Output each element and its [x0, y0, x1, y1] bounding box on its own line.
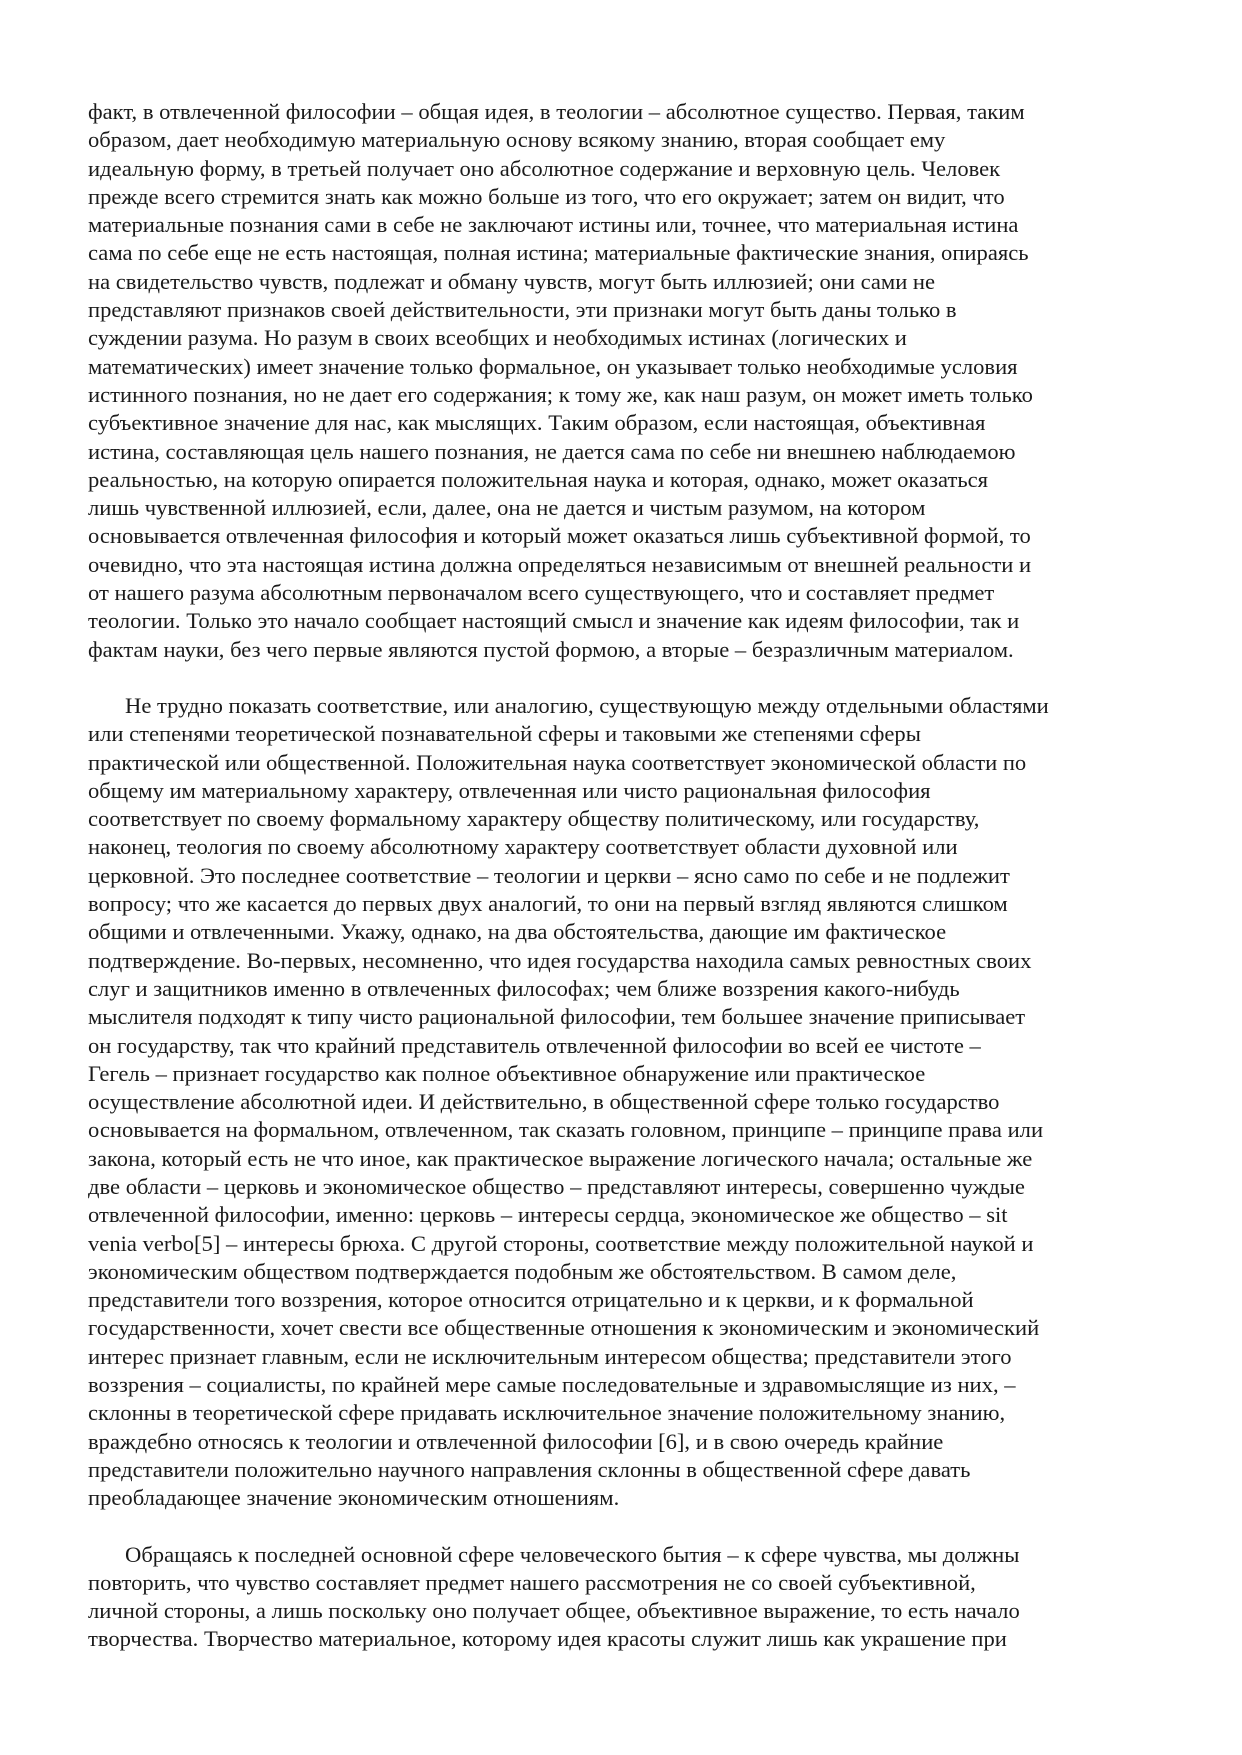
text-line: материальные познания сами в себе не заключают истины или, точнее, что материальная истина — [88, 212, 1019, 238]
text-line: на свидетельство чувств, подлежат и обману чувств, могут быть иллюзией; они сами не — [88, 268, 936, 294]
text-line: отвлеченной философии, именно: церковь – интересы сердца, экономическое же общество – sit — [88, 1202, 1008, 1228]
text-line: реальностью, на которую опирается положительная наука и которая, однако, может оказаться — [88, 466, 989, 492]
text-line: истинного познания, но не дает его содержания; к тому же, как наш разум, он может иметь только — [88, 381, 1033, 407]
text-line: общему им материальному характеру, отвлеченная или чисто рациональная философия — [88, 777, 931, 803]
text-line: очевидно, что эта настоящая истина должна определяться независимым от внешней реальности и — [88, 551, 1032, 577]
document-page — [88, 98, 1158, 1682]
text-line: представители того воззрения, которое относится отрицательно и к церкви, и к формальной — [88, 1287, 974, 1313]
text-line: лишь чувственной иллюзией, если, далее, она не дается и чистым разумом, на котором — [88, 495, 926, 521]
text-line: суждении разума. Но разум в своих всеобщих и необходимых истинах (логических и — [88, 325, 907, 351]
text-line: прежде всего стремится знать как можно больше из того, что его окружает; затем он видит, что — [88, 183, 1005, 209]
text-line: закона, который есть не что иное, как практическое выражение логического начала; остальные же — [88, 1145, 1033, 1171]
text-line: экономическим обществом подтверждается подобным же обстоятельством. В самом деле, — [88, 1258, 957, 1284]
text-line: Обращаясь к последней основной сфере человеческого бытия – к сфере чувства, мы должны — [125, 1541, 1020, 1567]
text-line: наконец, теология по своему абсолютному характеру соответствует области духовной или — [88, 834, 958, 860]
text-line: он государству, так что крайний представитель отвлеченной философии во всей ее чистоте – — [88, 1032, 981, 1058]
paragraph-1 — [88, 98, 1158, 664]
text-line: вопросу; что же касается до первых двух аналогий, то они на первый взгляд являются слишком — [88, 891, 1008, 917]
text-line: Не трудно показать соответствие, или аналогию, существующую между отдельными областями — [125, 692, 1049, 718]
text-line: враждебно относясь к теологии и отвлеченной философии [6], и в свою очередь крайние — [88, 1428, 944, 1454]
text-line: мыслителя подходят к типу чисто рациональной философии, тем большее значение приписывает — [88, 1004, 1026, 1030]
text-line: основывается на формальном, отвлеченном, так сказать головном, принципе – принципе права или — [88, 1117, 1044, 1143]
text-line: подтверждение. Во-первых, несомненно, что идея государства находила самых ревностных своих — [88, 947, 1032, 973]
text-line: venia verbo[5] – интересы брюха. С другой стороны, соответствие между положительной наукой и — [88, 1230, 1034, 1256]
text-line: слуг и защитников именно в отвлеченных философах; чем ближе воззрения какого-нибудь — [88, 975, 960, 1001]
text-line: преобладающее значение экономическим отношениям. — [88, 1485, 620, 1511]
text-line: основывается отвлеченная философия и который может оказаться лишь субъективной формой, то — [88, 523, 1031, 549]
text-line: общими и отвлеченными. Укажу, однако, на два обстоятельства, дающие им фактическое — [88, 919, 947, 945]
text-line: соответствует по своему формальному характеру обществу политическому, или государству, — [88, 806, 980, 832]
text-line: субъективное значение для нас, как мыслящих. Таким образом, если настоящая, объективная — [88, 410, 986, 436]
paragraph-3 — [88, 1541, 1158, 1654]
text-line: повторить, что чувство составляет предмет нашего рассмотрения не со своей субъективной, — [88, 1569, 976, 1595]
text-line: государственности, хочет свести все общественные отношения к экономическим и экономический — [88, 1315, 1040, 1341]
text-line: истина, составляющая цель нашего познания, не дается сама по себе ни внешнею наблюдаемою — [88, 438, 1016, 464]
text-line: две области – церковь и экономическое общество – представляют интересы, совершенно чуждые — [88, 1173, 1025, 1199]
text-line: факт, в отвлеченной философии – общая идея, в теологии – абсолютное существо. Первая, таким — [88, 99, 1025, 124]
text-line: воззрения – социалисты, по крайней мере самые последовательные и здравомыслящие из них, – — [88, 1372, 1016, 1398]
text-line: математических) имеет значение только формальное, он указывает только необходимые условия — [88, 353, 1018, 379]
text-line: представители положительно научного направления склонны в общественной сфере давать — [88, 1456, 971, 1482]
paragraph-2 — [88, 692, 1158, 1513]
text-line: личной стороны, а лишь поскольку оно получает общее, объективное выражение, то есть начало — [88, 1598, 1020, 1624]
text-line: интерес признает главным, если не исключительным интересом общества; представители этого — [88, 1343, 1012, 1369]
text-line: представляют признаков своей действительности, эти признаки могут быть даны только в — [88, 297, 957, 323]
text-line: осуществление абсолютной идеи. И действительно, в общественной сфере только государство — [88, 1089, 1000, 1115]
text-line: теологии. Только это начало сообщает настоящий смысл и значение как идеям философии, так и — [88, 608, 1020, 634]
text-line: или степенями теоретической познавательной сферы и таковыми же степенями сферы — [88, 721, 921, 747]
text-line: склонны в теоретической сфере придавать исключительное значение положительному знанию, — [88, 1400, 1006, 1426]
text-line: сама по себе еще не есть настоящая, полная истина; материальные фактические знания, опираясь — [88, 240, 1029, 266]
text-line: идеальную форму, в третьей получает оно абсолютное содержание и верховную цель. Человек — [88, 155, 1001, 181]
text-line: от нашего разума абсолютным первоначалом всего существующего, что и составляет предмет — [88, 580, 995, 606]
text-line: фактам науки, без чего первые являются пустой формою, а вторые – безразличным материалом. — [88, 636, 1014, 662]
text-line: образом, дает необходимую материальную основу всякому знанию, вторая сообщает ему — [88, 127, 946, 153]
text-line: творчества. Творчество материальное, которому идея красоты служит лишь как украшение при — [88, 1626, 1007, 1652]
text-line: практической или общественной. Положительная наука соответствует экономической области по — [88, 749, 1027, 775]
text-line: церковной. Это последнее соответствие – теологии и церкви – ясно само по себе и не подлежит — [88, 862, 1010, 888]
text-line: Гегель – признает государство как полное объективное обнаружение или практическое — [88, 1060, 926, 1086]
